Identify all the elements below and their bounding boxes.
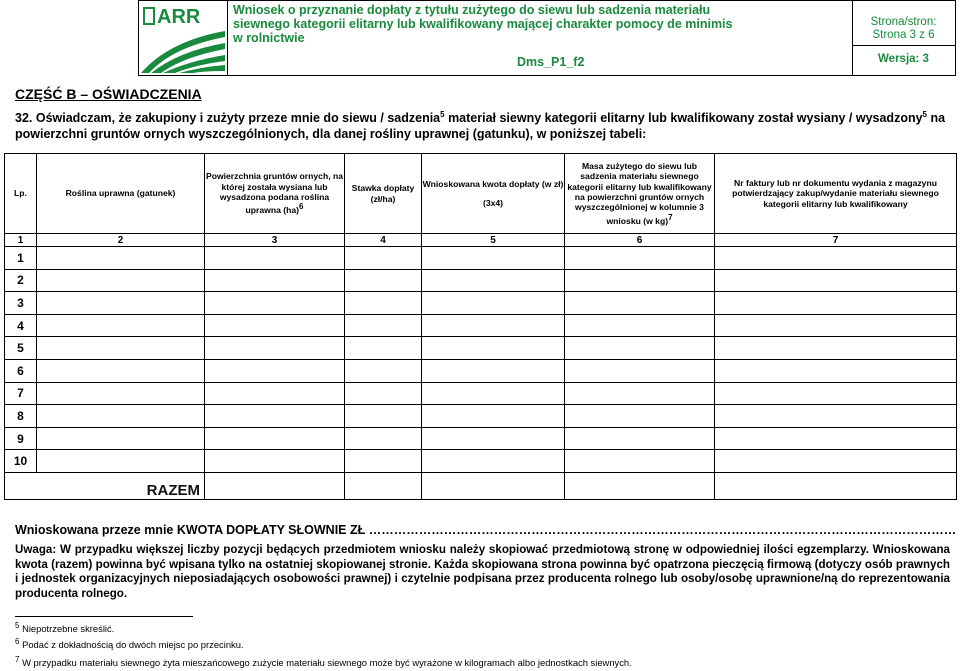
intro-text-2: materiał siewny kategorii elitarny lub kwalifikowany został wysiany / wysadzony	[444, 111, 923, 126]
column-number-row	[5, 234, 957, 247]
row-number: 4	[5, 314, 37, 337]
invoice-cell[interactable]	[715, 405, 957, 428]
row-number: 1	[5, 247, 37, 270]
mass-cell[interactable]	[565, 405, 715, 428]
header-crop: Roślina uprawna (gatunek)	[37, 154, 205, 234]
table-row	[5, 247, 957, 270]
area-cell[interactable]	[205, 405, 345, 428]
footnote-number: 7	[15, 655, 20, 664]
version-label: Wersja: 3	[878, 53, 929, 65]
footnote-7	[15, 655, 632, 668]
crop-cell[interactable]	[37, 450, 205, 473]
total-invoice-cell	[715, 472, 957, 499]
crop-cell[interactable]	[37, 337, 205, 360]
crop-cell[interactable]	[37, 359, 205, 382]
statement-intro	[15, 107, 955, 142]
crop-cell[interactable]	[37, 292, 205, 315]
arr-logo	[139, 1, 228, 75]
title-box	[227, 1, 853, 75]
amount-cell[interactable]	[422, 382, 565, 405]
table-row	[5, 292, 957, 315]
column-number: 5	[422, 234, 565, 247]
amount-cell[interactable]	[422, 405, 565, 428]
document-header	[138, 0, 956, 76]
footnote-5	[15, 621, 114, 634]
header-rate: Stawka dopłaty (zł/ha)	[345, 154, 422, 234]
footnote-number: 5	[15, 621, 20, 630]
section-title: CZĘŚĆ B – OŚWIADCZENIA	[15, 86, 202, 102]
rate-cell[interactable]	[345, 314, 422, 337]
table-row	[5, 405, 957, 428]
header-lp: Lp.	[5, 154, 37, 234]
area-cell[interactable]	[205, 314, 345, 337]
footnote-number: 6	[15, 637, 20, 646]
crop-cell[interactable]	[37, 427, 205, 450]
column-number: 1	[5, 234, 37, 247]
total-mass-cell[interactable]	[565, 472, 715, 499]
amount-cell[interactable]	[422, 337, 565, 360]
footnote-text: Podać z dokładnością do dwóch miejsc po przecinku.	[22, 639, 244, 651]
area-cell[interactable]	[205, 269, 345, 292]
rate-cell[interactable]	[345, 359, 422, 382]
note-paragraph: Uwaga: W przypadku większej liczby pozycji będących przedmiotem wniosku należy skopiować przedmiotową stronę w odpowiedniej ilości egzemplarzy. Wnioskowana kwota (razem) powinna być wpisana tylko na ostatniej skopiowanej stronie. Każda skopiowana strona powinna być opatrzona pieczęcią firmową (dotyczy osób prawnych i jednostek organizacyjnych nieposiadających osobowości prawnej) i czytelnie podpisana przez producenta rolnego lub osoby/osobę uprawnione/ną do reprezentowania producenta rolnego.	[15, 543, 950, 600]
mass-cell[interactable]	[565, 359, 715, 382]
rate-cell[interactable]	[345, 337, 422, 360]
header-mass-text: Masa zużytego do siewu lub sadzenia materiału siewnego kategorii elitarny lub kwalifikowany na powierzchni gruntów ornych wyszczególnionej w kolumnie 3 wniosku (w kg)	[567, 161, 712, 226]
area-cell[interactable]	[205, 292, 345, 315]
row-number: 3	[5, 292, 37, 315]
table-row	[5, 269, 957, 292]
row-number: 2	[5, 269, 37, 292]
table-row	[5, 359, 957, 382]
header-amount-formula: (3x4)	[482, 197, 504, 208]
footnote-ref: 7	[668, 212, 673, 222]
rate-cell[interactable]	[345, 247, 422, 270]
header-area	[205, 154, 345, 234]
amount-cell[interactable]	[422, 292, 565, 315]
column-number: 4	[345, 234, 422, 247]
crop-cell[interactable]	[37, 405, 205, 428]
crop-cell[interactable]	[37, 269, 205, 292]
mass-cell[interactable]	[565, 292, 715, 315]
row-number: 5	[5, 337, 37, 360]
footnote-ref: 6	[299, 202, 304, 212]
invoice-cell[interactable]	[715, 450, 957, 473]
document-title: Wniosek o przyznanie dopłaty z tytułu zużytego do siewu lub sadzenia materiału siewnego kategorii elitarny lub kwalifikowany mającej charakter pomocy de minimis w rolnictwie	[233, 3, 733, 45]
table-header-row	[5, 154, 957, 234]
area-cell[interactable]	[205, 382, 345, 405]
rate-cell[interactable]	[345, 427, 422, 450]
rate-cell[interactable]	[345, 292, 422, 315]
invoice-cell[interactable]	[715, 292, 957, 315]
logo-text: ARR	[157, 6, 201, 28]
row-number: 10	[5, 450, 37, 473]
invoice-cell[interactable]	[715, 314, 957, 337]
crop-cell[interactable]	[37, 314, 205, 337]
mass-cell[interactable]	[565, 247, 715, 270]
footnote-divider	[15, 616, 193, 617]
invoice-cell[interactable]	[715, 247, 957, 270]
invoice-cell[interactable]	[715, 269, 957, 292]
intro-text-3: na powierzchni gruntów ornych wyszczególnionych, dla danej rośliny uprawnej (gatunku), w poniższej tabeli:	[15, 111, 946, 142]
page-label: Strona/stron:	[870, 16, 937, 28]
invoice-cell[interactable]	[715, 427, 957, 450]
table-row	[5, 450, 957, 473]
amount-cell[interactable]	[422, 450, 565, 473]
logo-graphic	[139, 1, 227, 75]
invoice-cell[interactable]	[715, 382, 957, 405]
row-number: 8	[5, 405, 37, 428]
rate-cell[interactable]	[345, 450, 422, 473]
column-number: 3	[205, 234, 345, 247]
header-invoice: Nr faktury lub nr dokumentu wydania z magazynu potwierdzający zakup/wydanie materiału siewnego kategorii elitarny lub kwalifikowany	[715, 154, 957, 234]
row-number: 6	[5, 359, 37, 382]
total-area-cell[interactable]	[205, 472, 345, 499]
table-row	[5, 382, 957, 405]
mass-cell[interactable]	[565, 314, 715, 337]
crop-cell[interactable]	[37, 247, 205, 270]
footnote-6	[15, 637, 244, 650]
table-row	[5, 427, 957, 450]
footnote-text: Niepotrzebne skreślić.	[22, 623, 115, 635]
row-number: 7	[5, 382, 37, 405]
header-amount-text: Wnioskowana kwota dopłaty (w zł)	[422, 179, 564, 190]
page-info-box	[852, 1, 955, 75]
page-number: Strona 3 z 6	[872, 29, 935, 41]
amount-cell[interactable]	[422, 359, 565, 382]
amount-cell[interactable]	[422, 269, 565, 292]
area-cell[interactable]	[205, 450, 345, 473]
mass-cell[interactable]	[565, 382, 715, 405]
total-rate-cell	[345, 472, 422, 499]
footnote-ref: 5	[440, 110, 445, 119]
area-cell[interactable]	[205, 359, 345, 382]
column-number: 2	[37, 234, 205, 247]
total-row	[5, 472, 957, 499]
header-amount	[422, 154, 565, 234]
column-number: 6	[565, 234, 715, 247]
rate-cell[interactable]	[345, 269, 422, 292]
invoice-cell[interactable]	[715, 359, 957, 382]
intro-text-1: 32. Oświadczam, że zakupiony i zużyty przeze mnie do siewu / sadzenia	[15, 111, 441, 126]
mass-cell[interactable]	[565, 337, 715, 360]
document-code: Dms_P1_f2	[517, 55, 585, 69]
amount-cell[interactable]	[422, 427, 565, 450]
area-cell[interactable]	[205, 247, 345, 270]
header-mass	[565, 154, 715, 234]
column-number: 7	[715, 234, 957, 247]
crop-table	[4, 153, 957, 500]
header-area-text: Powierzchnia gruntów ornych, na której została wysiana lub wysadzona podana roślina uprawna (ha)	[205, 171, 344, 216]
mass-cell[interactable]	[565, 427, 715, 450]
rate-cell[interactable]	[345, 382, 422, 405]
total-label: RAZEM	[5, 472, 205, 499]
rate-cell[interactable]	[345, 405, 422, 428]
divider	[852, 45, 955, 46]
amount-cell[interactable]	[422, 247, 565, 270]
amount-cell[interactable]	[422, 314, 565, 337]
footnote-text: W przypadku materiału siewnego żyta mieszańcowego zużycie materiału siewnego może być wyrażone w kilogramach albo jednostkach siewnych.	[22, 657, 632, 669]
invoice-cell[interactable]	[715, 337, 957, 360]
total-amount-cell[interactable]	[422, 472, 565, 499]
requested-amount-words: Wnioskowana przeze mnie KWOTA DOPŁATY SŁOWNIE ZŁ ……………………………………………………………………………………………………………………………	[15, 523, 957, 537]
mass-cell[interactable]	[565, 269, 715, 292]
footnote-ref: 5	[922, 110, 927, 119]
mass-cell[interactable]	[565, 450, 715, 473]
area-cell[interactable]	[205, 427, 345, 450]
row-number: 9	[5, 427, 37, 450]
area-cell[interactable]	[205, 337, 345, 360]
table-row	[5, 314, 957, 337]
crop-cell[interactable]	[37, 382, 205, 405]
table-row	[5, 337, 957, 360]
